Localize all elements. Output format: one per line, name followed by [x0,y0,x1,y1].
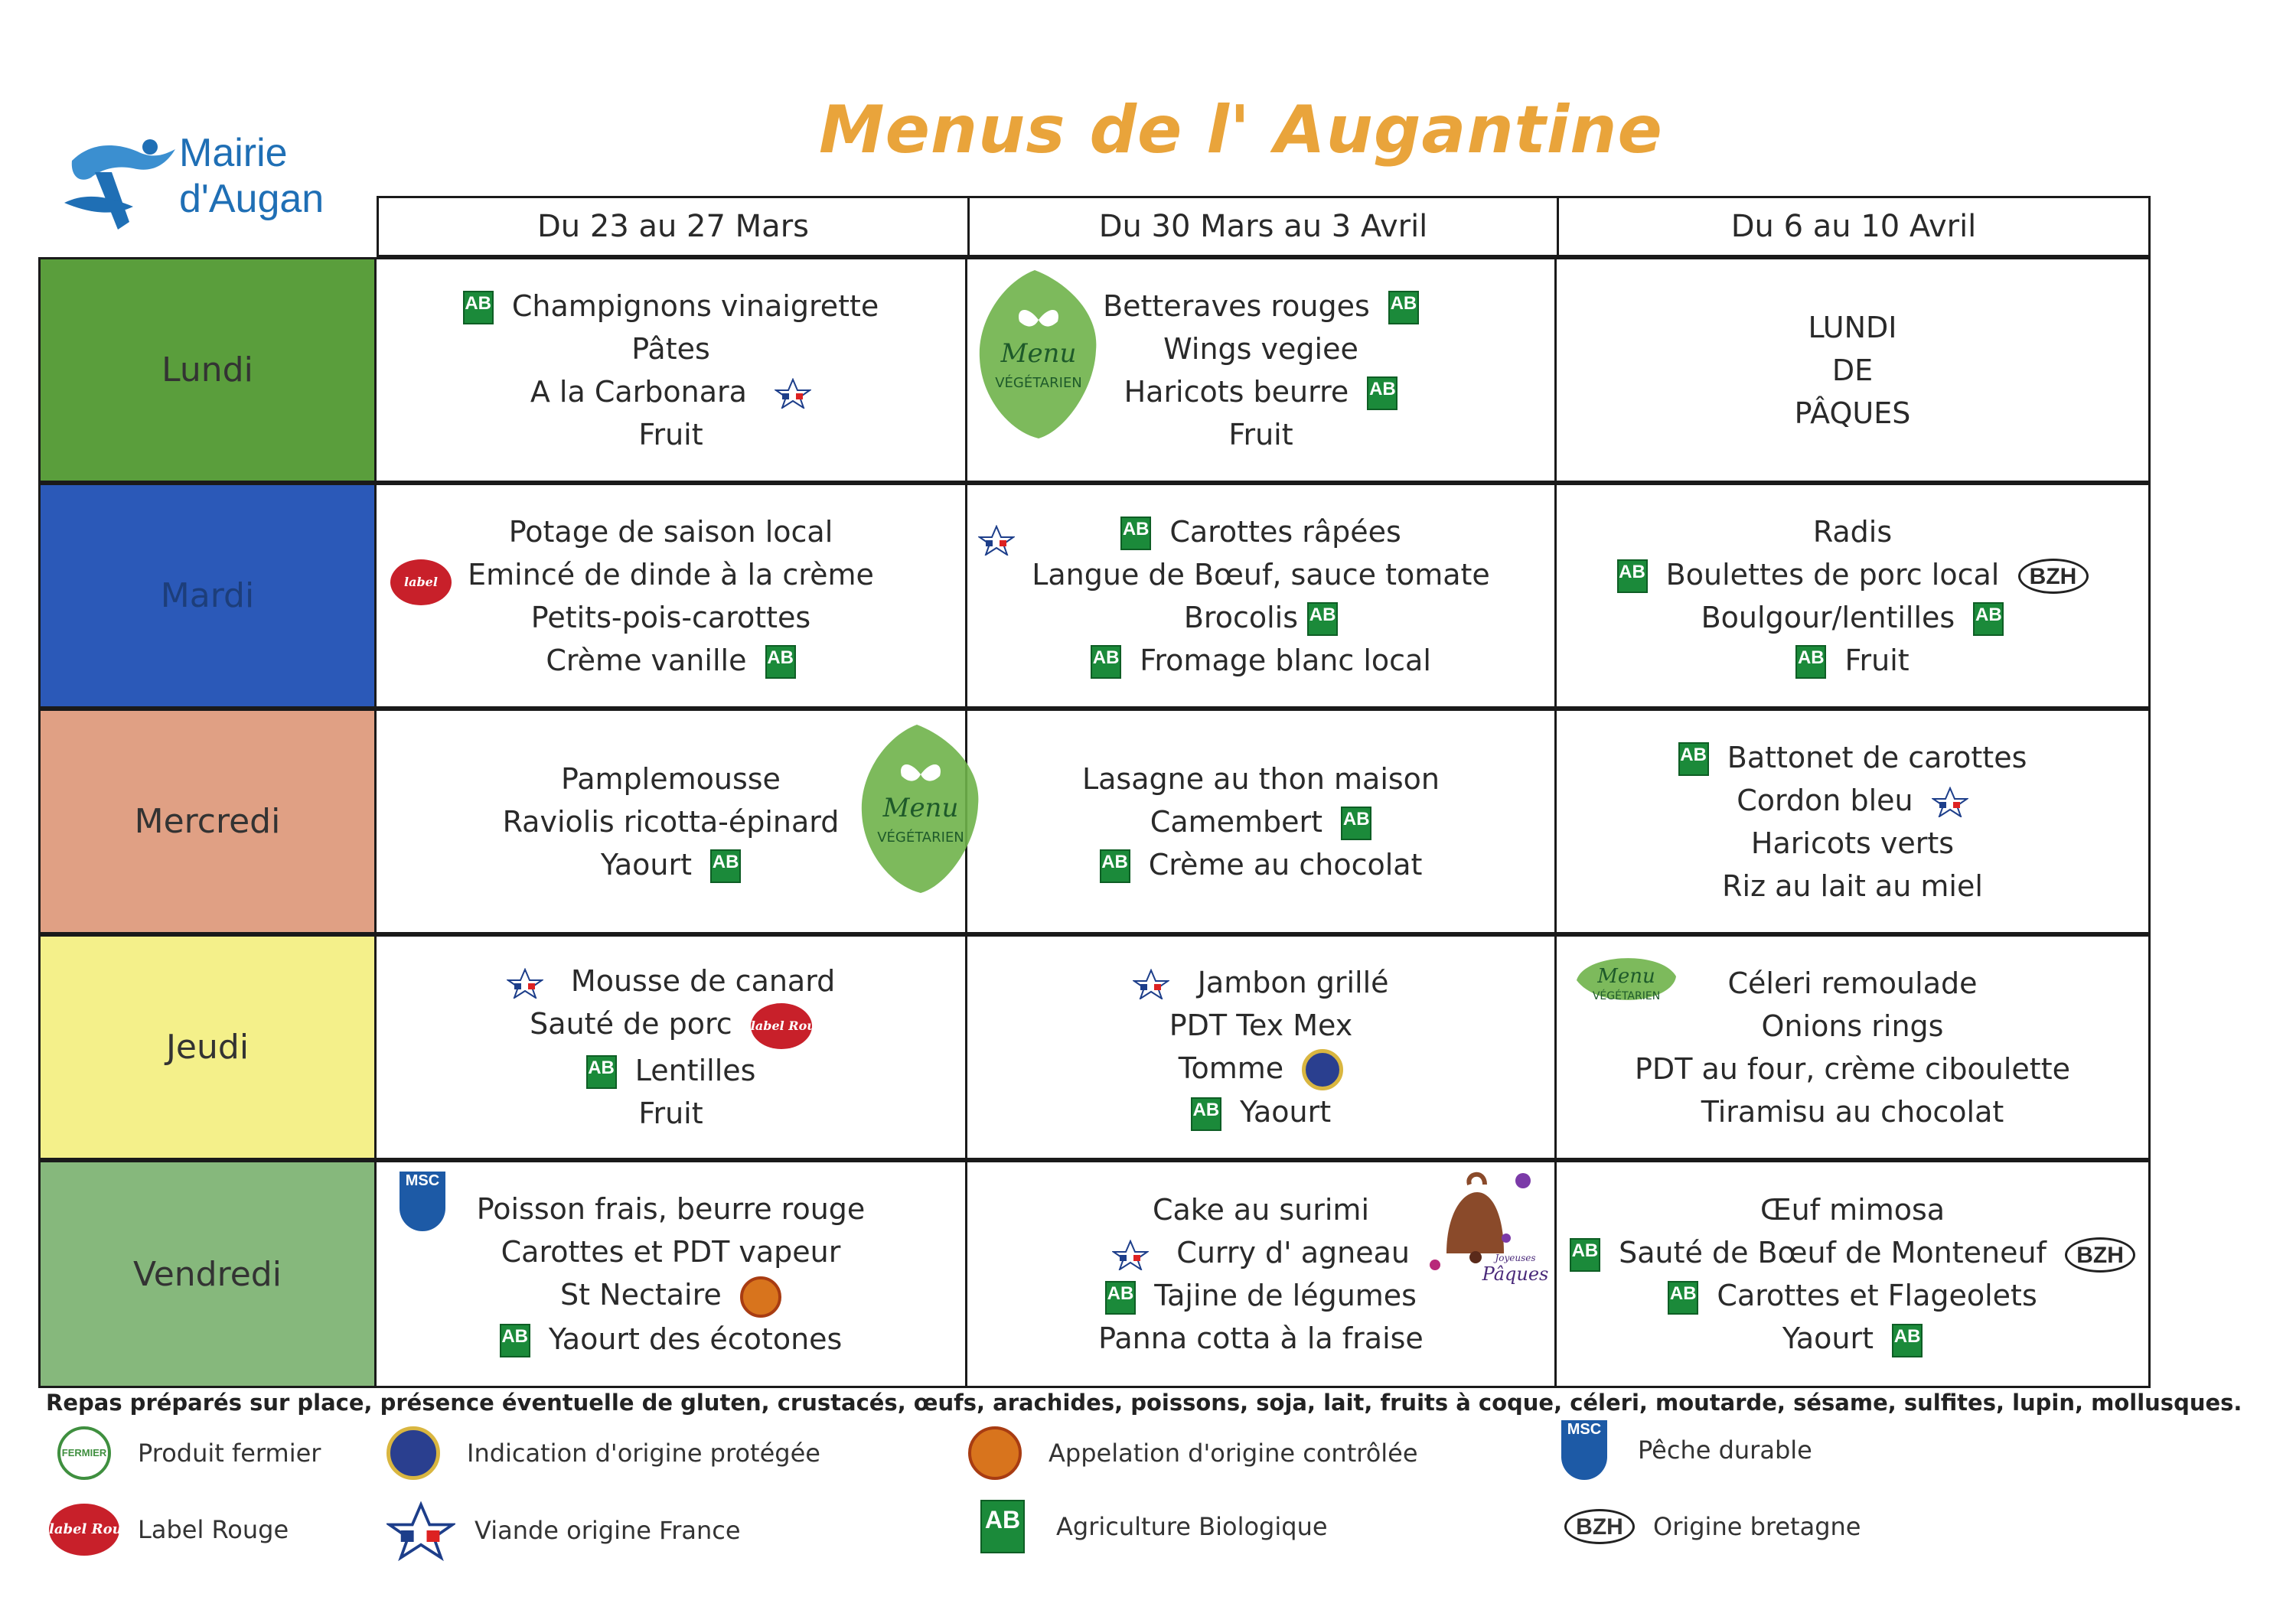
label-rouge-icon: label Rouge [390,559,452,605]
bio-icon: AB [1668,1281,1698,1315]
menu-vegetarien-icon [974,266,1104,442]
bio-icon: AB [1678,742,1709,776]
legend-label: Indication d'origine protégée [467,1439,820,1468]
menu-item: LUNDI [1808,310,1897,344]
menu-item: Petits-pois-carottes [530,600,811,634]
bio-icon: AB [1100,849,1130,883]
veg-label-1: Menu [882,793,959,823]
menu-item: Cordon bleu [1737,779,1968,822]
legend-igp [375,1426,820,1480]
msc-icon: MSC [1561,1420,1607,1480]
logo-line-1: Mairie [179,131,288,175]
bio-icon: AB [980,1500,1025,1553]
igp-icon [1302,1049,1343,1090]
menu-item: Carottes et PDT vapeur [501,1235,841,1269]
menu-cell-mercredi-w3 [1557,709,2151,934]
menu-item: Radis [1812,514,1893,549]
menu-item: Brocolis AB [1184,596,1338,639]
menu-item: AB Sauté de Bœuf de Monteneuf BZH [1570,1231,2135,1274]
menu-item: Sauté de porc label Rouge [530,1002,812,1049]
menu-item: A la Carbonara [530,370,811,413]
menu-cell-vendredi-w3 [1557,1160,2151,1388]
viande-france-icon [775,378,811,409]
menu-item: Yaourt AB [1782,1317,1923,1360]
menu-cell-vendredi-w1 [377,1160,967,1388]
menu-item: Tiramisu au chocolat [1701,1094,2004,1129]
day-label-mercredi: Mercredi [38,709,377,934]
page-title: Menus de l' Augantine [819,92,1663,168]
viande-france-icon [1112,1240,1149,1270]
veg-label-2: VÉGÉTARIEN [1592,990,1661,1002]
menu-item: Tomme [1179,1047,1344,1091]
menu-item: AB Fromage blanc local [1091,639,1431,682]
menu-item: Yaourt AB [601,843,741,886]
legend-fermier [46,1426,321,1480]
legend-viande-france [383,1500,741,1561]
allergen-note: Repas préparés sur place, présence éventuelle de gluten, crustacés, œufs, arachides, poissons, soja, lait, fruits à coque, céleri, moutarde, sésame, sulfites, lupin, mollusques. [46,1390,2242,1416]
viande-france-icon [1133,969,1169,999]
menu-item: AB Crème au chocolat [1100,843,1423,886]
menu-item: Curry d' agneau [1112,1231,1410,1274]
msc-icon: MSC [400,1172,445,1231]
menu-vegetarien-icon [856,721,986,897]
legend-label: Label Rouge [138,1515,289,1544]
menu-item: Haricots beurre AB [1124,370,1398,413]
bio-icon: AB [1617,559,1648,593]
legend-label-rouge [46,1504,289,1556]
menu-item: Emincé de dinde à la crème [468,557,874,592]
menu-item: Jambon grillé [1133,961,1388,1004]
bio-icon: AB [586,1055,617,1089]
legend-msc [1546,1420,1812,1480]
bzh-icon: BZH [2065,1237,2135,1273]
easter-bell-icon [1416,1162,1554,1292]
bio-icon: AB [765,645,796,679]
bio-icon: AB [1120,517,1151,550]
legend-bio [964,1500,1328,1553]
menu-item: Crème vanille AB [546,639,795,682]
bio-icon: AB [710,849,741,883]
bio-icon: AB [1191,1097,1221,1131]
label-rouge-icon: label Rouge [751,1003,812,1049]
menu-item: Onions rings [1761,1009,1944,1043]
menu-item: AB Boulettes de porc local BZH [1617,553,2089,596]
bio-icon: AB [1105,1281,1136,1315]
bio-icon: AB [1091,645,1121,679]
menu-item: Wings vegiee [1163,331,1358,366]
day-label-mardi: Mardi [38,483,377,709]
menu-cell-lundi-w3 [1557,257,2151,483]
viande-france-icon [1932,787,1968,817]
bio-icon: AB [1570,1238,1600,1272]
menu-item: PÂQUES [1794,396,1911,430]
aoc-icon [740,1276,781,1318]
menu-item: Mousse de canard [507,960,836,1002]
bio-icon: AB [1367,376,1397,410]
menu-item: AB Lentilles [586,1049,756,1092]
menu-item: AB Yaourt des écotones [500,1318,843,1361]
menu-item: Betteraves rouges AB [1103,285,1419,328]
week-header-2: Du 30 Mars au 3 Avril [967,196,1557,257]
fermier-icon: FERMIER [57,1426,111,1480]
day-label-jeudi: Jeudi [38,934,377,1160]
legend-label: Viande origine France [475,1516,741,1545]
viande-france-icon [978,525,1015,556]
viande-france-icon [386,1500,455,1561]
menu-item: Riz au lait au miel [1722,869,1983,903]
bio-icon: AB [1795,645,1826,679]
day-label-lundi: Lundi [38,257,377,483]
menu-cell-mardi-w1 [377,483,967,709]
menu-item: Poisson frais, beurre rouge [476,1192,866,1227]
menu-item: Potage de saison local [508,514,833,549]
veg-label-1: Menu [1000,338,1077,369]
menu-item: AB Carottes et Flageolets [1668,1274,2037,1317]
menu-item: Boulgour/lentilles AB [1701,596,2004,639]
menu-item: AB Carottes râpées [1120,510,1401,553]
menu-cell-mardi-w2 [967,483,1557,709]
menu-item: Cake au surimi [1152,1193,1369,1227]
menu-item: Camembert AB [1150,800,1371,843]
menu-item: Pamplemousse [561,761,781,796]
bio-icon: AB [1892,1324,1923,1357]
menu-item: AB Yaourt [1191,1090,1331,1133]
menu-item: Panna cotta à la fraise [1098,1322,1424,1355]
menu-table [38,196,2151,1388]
legend-label: Origine bretagne [1653,1512,1861,1541]
week-header-1: Du 23 au 27 Mars [377,196,967,257]
bio-icon: AB [463,291,494,324]
bio-icon: AB [1973,602,2004,636]
menu-item: Haricots verts [1750,826,1955,860]
menu-item: Lasagne au thon maison [1081,761,1440,796]
menu-item: Œuf mimosa [1760,1193,1945,1227]
menu-cell-mardi-w3 [1557,483,2151,709]
menu-item: Langue de Bœuf, sauce tomate [1032,557,1490,592]
legend-aoc [957,1426,1418,1480]
easter-label-2: Pâques [1482,1263,1549,1285]
igp-icon [386,1426,440,1480]
menu-item: Fruit [638,417,703,451]
logo-line-2: d'Augan [179,177,325,221]
label-rouge-icon: label Rouge [49,1504,119,1556]
bzh-icon: BZH [1564,1509,1635,1544]
menu-cell-jeudi-w1 [377,934,967,1160]
bzh-icon: BZH [2018,559,2089,594]
menu-item: PDT au four, crème ciboulette [1635,1051,2070,1086]
easter-label-1: Joyeuses [1495,1253,1536,1263]
menu-item: AB Battonet de carottes [1678,736,2027,779]
menu-item: AB Champignons vinaigrette [463,285,879,328]
week-header-3: Du 6 au 10 Avril [1557,196,2151,257]
menu-item: PDT Tex Mex [1169,1008,1353,1042]
menu-item: AB Tajine de légumes [1105,1274,1417,1317]
veg-label-2: VÉGÉTARIEN [877,829,964,846]
menu-item: St Nectaire [560,1273,781,1318]
menu-cell-mercredi-w2 [967,709,1557,934]
menu-item: Fruit [1228,417,1293,451]
menu-item: Pâtes [631,331,710,366]
menu-item: Fruit [638,1096,703,1130]
aoc-icon [968,1426,1022,1480]
menu-cell-jeudi-w2 [967,934,1557,1160]
bio-icon: AB [1388,291,1419,324]
legend-bzh [1561,1509,1861,1544]
menu-item: DE [1831,353,1874,387]
legend-label: Pêche durable [1638,1436,1812,1465]
menu-vegetarien-icon [1569,946,1684,1015]
legend-label: Produit fermier [138,1439,321,1468]
bio-icon: AB [500,1324,530,1357]
legend-label: Agriculture Biologique [1056,1512,1328,1541]
day-label-vendredi: Vendredi [38,1160,377,1388]
veg-label-1: Menu [1597,965,1655,988]
bio-icon: AB [1341,807,1371,840]
menu-item: Céleri remoulade [1727,966,1978,1000]
bio-icon: AB [1307,602,1338,636]
menu-cell-lundi-w1 [377,257,967,483]
menu-item: AB Fruit [1795,639,1909,682]
menu-item: Raviolis ricotta-épinard [502,804,840,839]
legend-label: Appelation d'origine contrôlée [1049,1439,1418,1468]
veg-label-2: VÉGÉTARIEN [995,375,1082,391]
viande-france-icon [507,968,543,999]
